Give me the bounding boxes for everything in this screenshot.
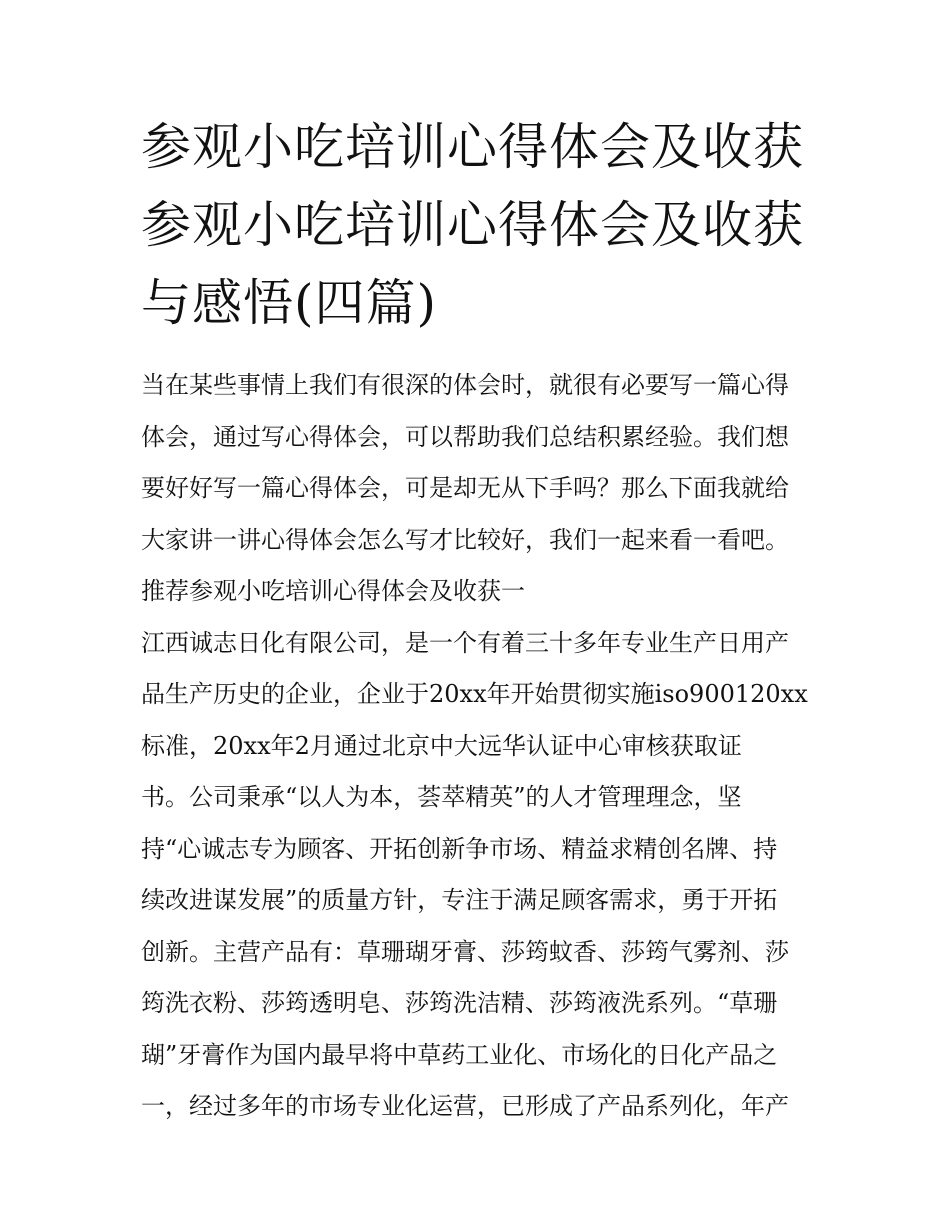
body-line: 书。公司秉承“以人为本，荟萃精英”的人才管理理念，坚: [141, 783, 742, 811]
body-line: 一，经过多年的市场专业化运营，已形成了产品系列化，年产: [141, 1092, 789, 1120]
body-line: 大家讲一讲心得体会怎么写才比较好，我们一起来看一看吧。: [141, 525, 789, 554]
body-line: 创新。主营产品有：草珊瑚牙膏、莎筠蚊香、莎筠气雾剂、莎: [141, 937, 789, 966]
body-line: 持“心诚志专为顾客、开拓创新争市场、精益求精创名牌、持: [141, 834, 778, 863]
body-line: 品生产历史的企业，企业于20xx年开始贯彻实施iso900120xx: [141, 680, 808, 708]
body-line: 瑚”牙膏作为国内最早将中草药工业化、市场化的日化产品之: [141, 1040, 778, 1069]
body-line: 体会，通过写心得体会，可以帮助我们总结积累经验。我们想: [141, 422, 789, 451]
title-line-3: 与感悟(四篇): [141, 274, 438, 332]
document-body: [141, 360, 816, 1133]
body-line: 续改进谋发展”的质量方针，专注于满足顾客需求，勇于开拓: [141, 886, 778, 914]
document-page: [141, 108, 816, 1133]
body-line: 江西诚志日化有限公司，是一个有着三十多年专业生产日用产: [141, 628, 789, 657]
document-title: [141, 108, 816, 342]
body-line: 标准，20xx年2月通过北京中大远华认证中心审核获取证: [141, 731, 742, 760]
title-line-1: 参观小吃培训心得体会及收获: [141, 118, 804, 176]
body-line: 当在某些事情上我们有很深的体会时，就很有必要写一篇心得: [141, 371, 789, 399]
body-line: 要好好写一篇心得体会，可是却无从下手吗？那么下面我就给: [141, 474, 789, 502]
title-line-2: 参观小吃培训心得体会及收获: [141, 196, 804, 254]
section-heading: 推荐参观小吃培训心得体会及收获一: [141, 577, 525, 605]
body-line: 筠洗衣粉、莎筠透明皂、莎筠洗洁精、莎筠液洗系列。“草珊: [141, 989, 778, 1017]
